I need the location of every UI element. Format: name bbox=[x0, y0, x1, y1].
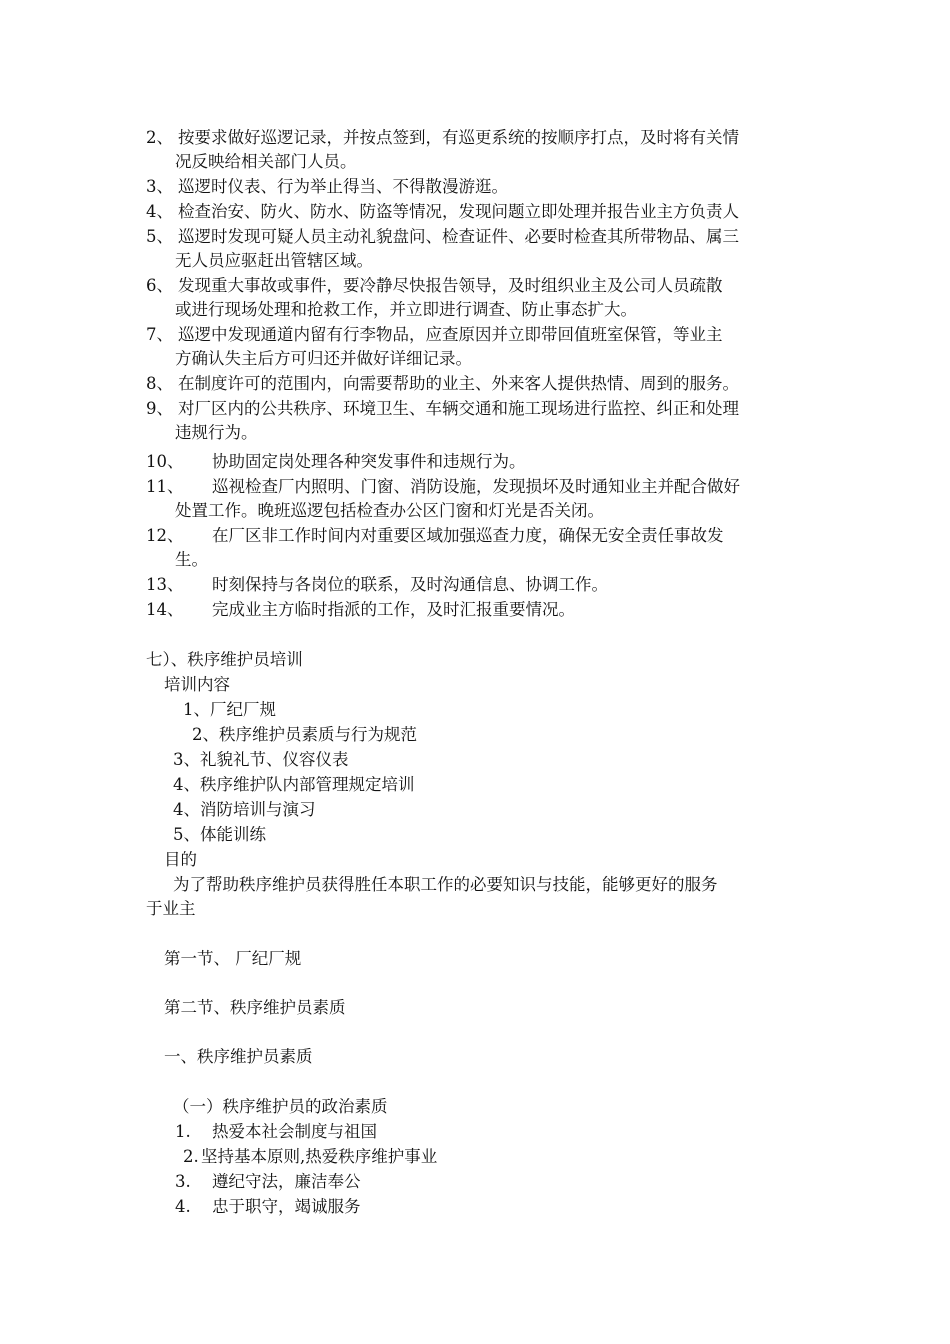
training-content-label: 培训内容 bbox=[164, 675, 230, 694]
political-item-number: 3. bbox=[175, 1172, 191, 1191]
duty-text: 巡视检查厂内照明、门窗、消防设施，发现损坏及时通知业主并配合做好 bbox=[212, 477, 740, 496]
duty-text: 发现重大事故或事件，要冷静尽快报告领导，及时组织业主及公司人员疏散 bbox=[178, 276, 723, 295]
duty-number: 9、 bbox=[146, 399, 173, 418]
duty-number: 3、 bbox=[146, 177, 173, 196]
duty-number: 14、 bbox=[146, 600, 184, 619]
subsection-heading: （一）秩序维护员的政治素质 bbox=[173, 1097, 388, 1116]
political-item-text: 坚持基本原则,热爱秩序维护事业 bbox=[201, 1147, 438, 1166]
duty-text: 巡逻时发现可疑人员主动礼貌盘问、检查证件、必要时检查其所带物品、属三 bbox=[178, 227, 739, 246]
duty-text: 检查治安、防火、防水、防盗等情况，发现问题立即处理并报告业主方负责人 bbox=[178, 202, 739, 221]
duty-number: 2、 bbox=[146, 128, 173, 147]
purpose-label: 目的 bbox=[164, 850, 197, 869]
duty-text-continued: 生。 bbox=[175, 550, 208, 569]
duty-text-continued: 无人员应驱赶出管辖区域。 bbox=[175, 251, 373, 270]
duty-text: 巡逻时仪表、行为举止得当、不得散漫游逛。 bbox=[178, 177, 508, 196]
duty-number: 13、 bbox=[146, 575, 184, 594]
training-item: 1、厂纪厂规 bbox=[183, 700, 276, 719]
part-heading: 一、秩序维护员素质 bbox=[164, 1047, 313, 1066]
duty-text-continued: 方确认失主后方可归还并做好详细记录。 bbox=[175, 349, 472, 368]
duty-text: 按要求做好巡逻记录，并按点签到，有巡更系统的按顺序打点，及时将有关情 bbox=[178, 128, 739, 147]
duty-text: 巡逻中发现通道内留有行李物品，应查原因并立即带回值班室保管，等业主 bbox=[178, 325, 723, 344]
political-item-text: 遵纪守法，廉洁奉公 bbox=[212, 1172, 361, 1191]
purpose-text-continued: 于业主 bbox=[146, 899, 196, 918]
section-heading-rules: 第一节、 厂纪厂规 bbox=[164, 949, 302, 968]
duty-text: 时刻保持与各岗位的联系，及时沟通信息、协调工作。 bbox=[212, 575, 608, 594]
duty-number: 8、 bbox=[146, 374, 173, 393]
political-item-number: 1. bbox=[175, 1122, 191, 1141]
training-item: 3、礼貌礼节、仪容仪表 bbox=[173, 750, 349, 769]
duty-number: 6、 bbox=[146, 276, 173, 295]
duty-text-continued: 况反映给相关部门人员。 bbox=[175, 152, 357, 171]
duty-number: 12、 bbox=[146, 526, 184, 545]
duty-text-continued: 违规行为。 bbox=[175, 423, 258, 442]
duty-text: 协助固定岗处理各种突发事件和违规行为。 bbox=[212, 452, 526, 471]
duty-text: 在厂区非工作时间内对重要区域加强巡查力度，确保无安全责任事故发 bbox=[212, 526, 724, 545]
duty-number: 4、 bbox=[146, 202, 173, 221]
purpose-text: 为了帮助秩序维护员获得胜任本职工作的必要知识与技能，能够更好的服务 bbox=[173, 875, 718, 894]
duty-text-continued: 或进行现场处理和抢救工作，并立即进行调查、防止事态扩大。 bbox=[175, 300, 637, 319]
duty-number: 11、 bbox=[146, 477, 184, 496]
duty-text-continued: 处置工作。晚班巡逻包括检查办公区门窗和灯光是否关闭。 bbox=[175, 501, 604, 520]
political-item-text: 热爱本社会制度与祖国 bbox=[212, 1122, 377, 1141]
training-item: 2、秩序维护员素质与行为规范 bbox=[192, 725, 417, 744]
duty-text: 完成业主方临时指派的工作，及时汇报重要情况。 bbox=[212, 600, 575, 619]
duty-text: 对厂区内的公共秩序、环境卫生、车辆交通和施工现场进行监控、纠正和处理 bbox=[178, 399, 739, 418]
political-item-number: 4. bbox=[175, 1197, 191, 1216]
political-item-number: 2. bbox=[183, 1147, 199, 1166]
section-heading-quality: 第二节、秩序维护员素质 bbox=[164, 998, 346, 1017]
training-item: 5、体能训练 bbox=[173, 825, 266, 844]
duty-number: 5、 bbox=[146, 227, 173, 246]
political-item-text: 忠于职守，竭诚服务 bbox=[212, 1197, 361, 1216]
duty-number: 10、 bbox=[146, 452, 184, 471]
duty-number: 7、 bbox=[146, 325, 173, 344]
training-item: 4、消防培训与演习 bbox=[173, 800, 316, 819]
training-item: 4、秩序维护队内部管理规定培训 bbox=[173, 775, 415, 794]
section-heading-training: 七）、秩序维护员培训 bbox=[146, 650, 303, 669]
duty-text: 在制度许可的范围内，向需要帮助的业主、外来客人提供热情、周到的服务。 bbox=[178, 374, 739, 393]
